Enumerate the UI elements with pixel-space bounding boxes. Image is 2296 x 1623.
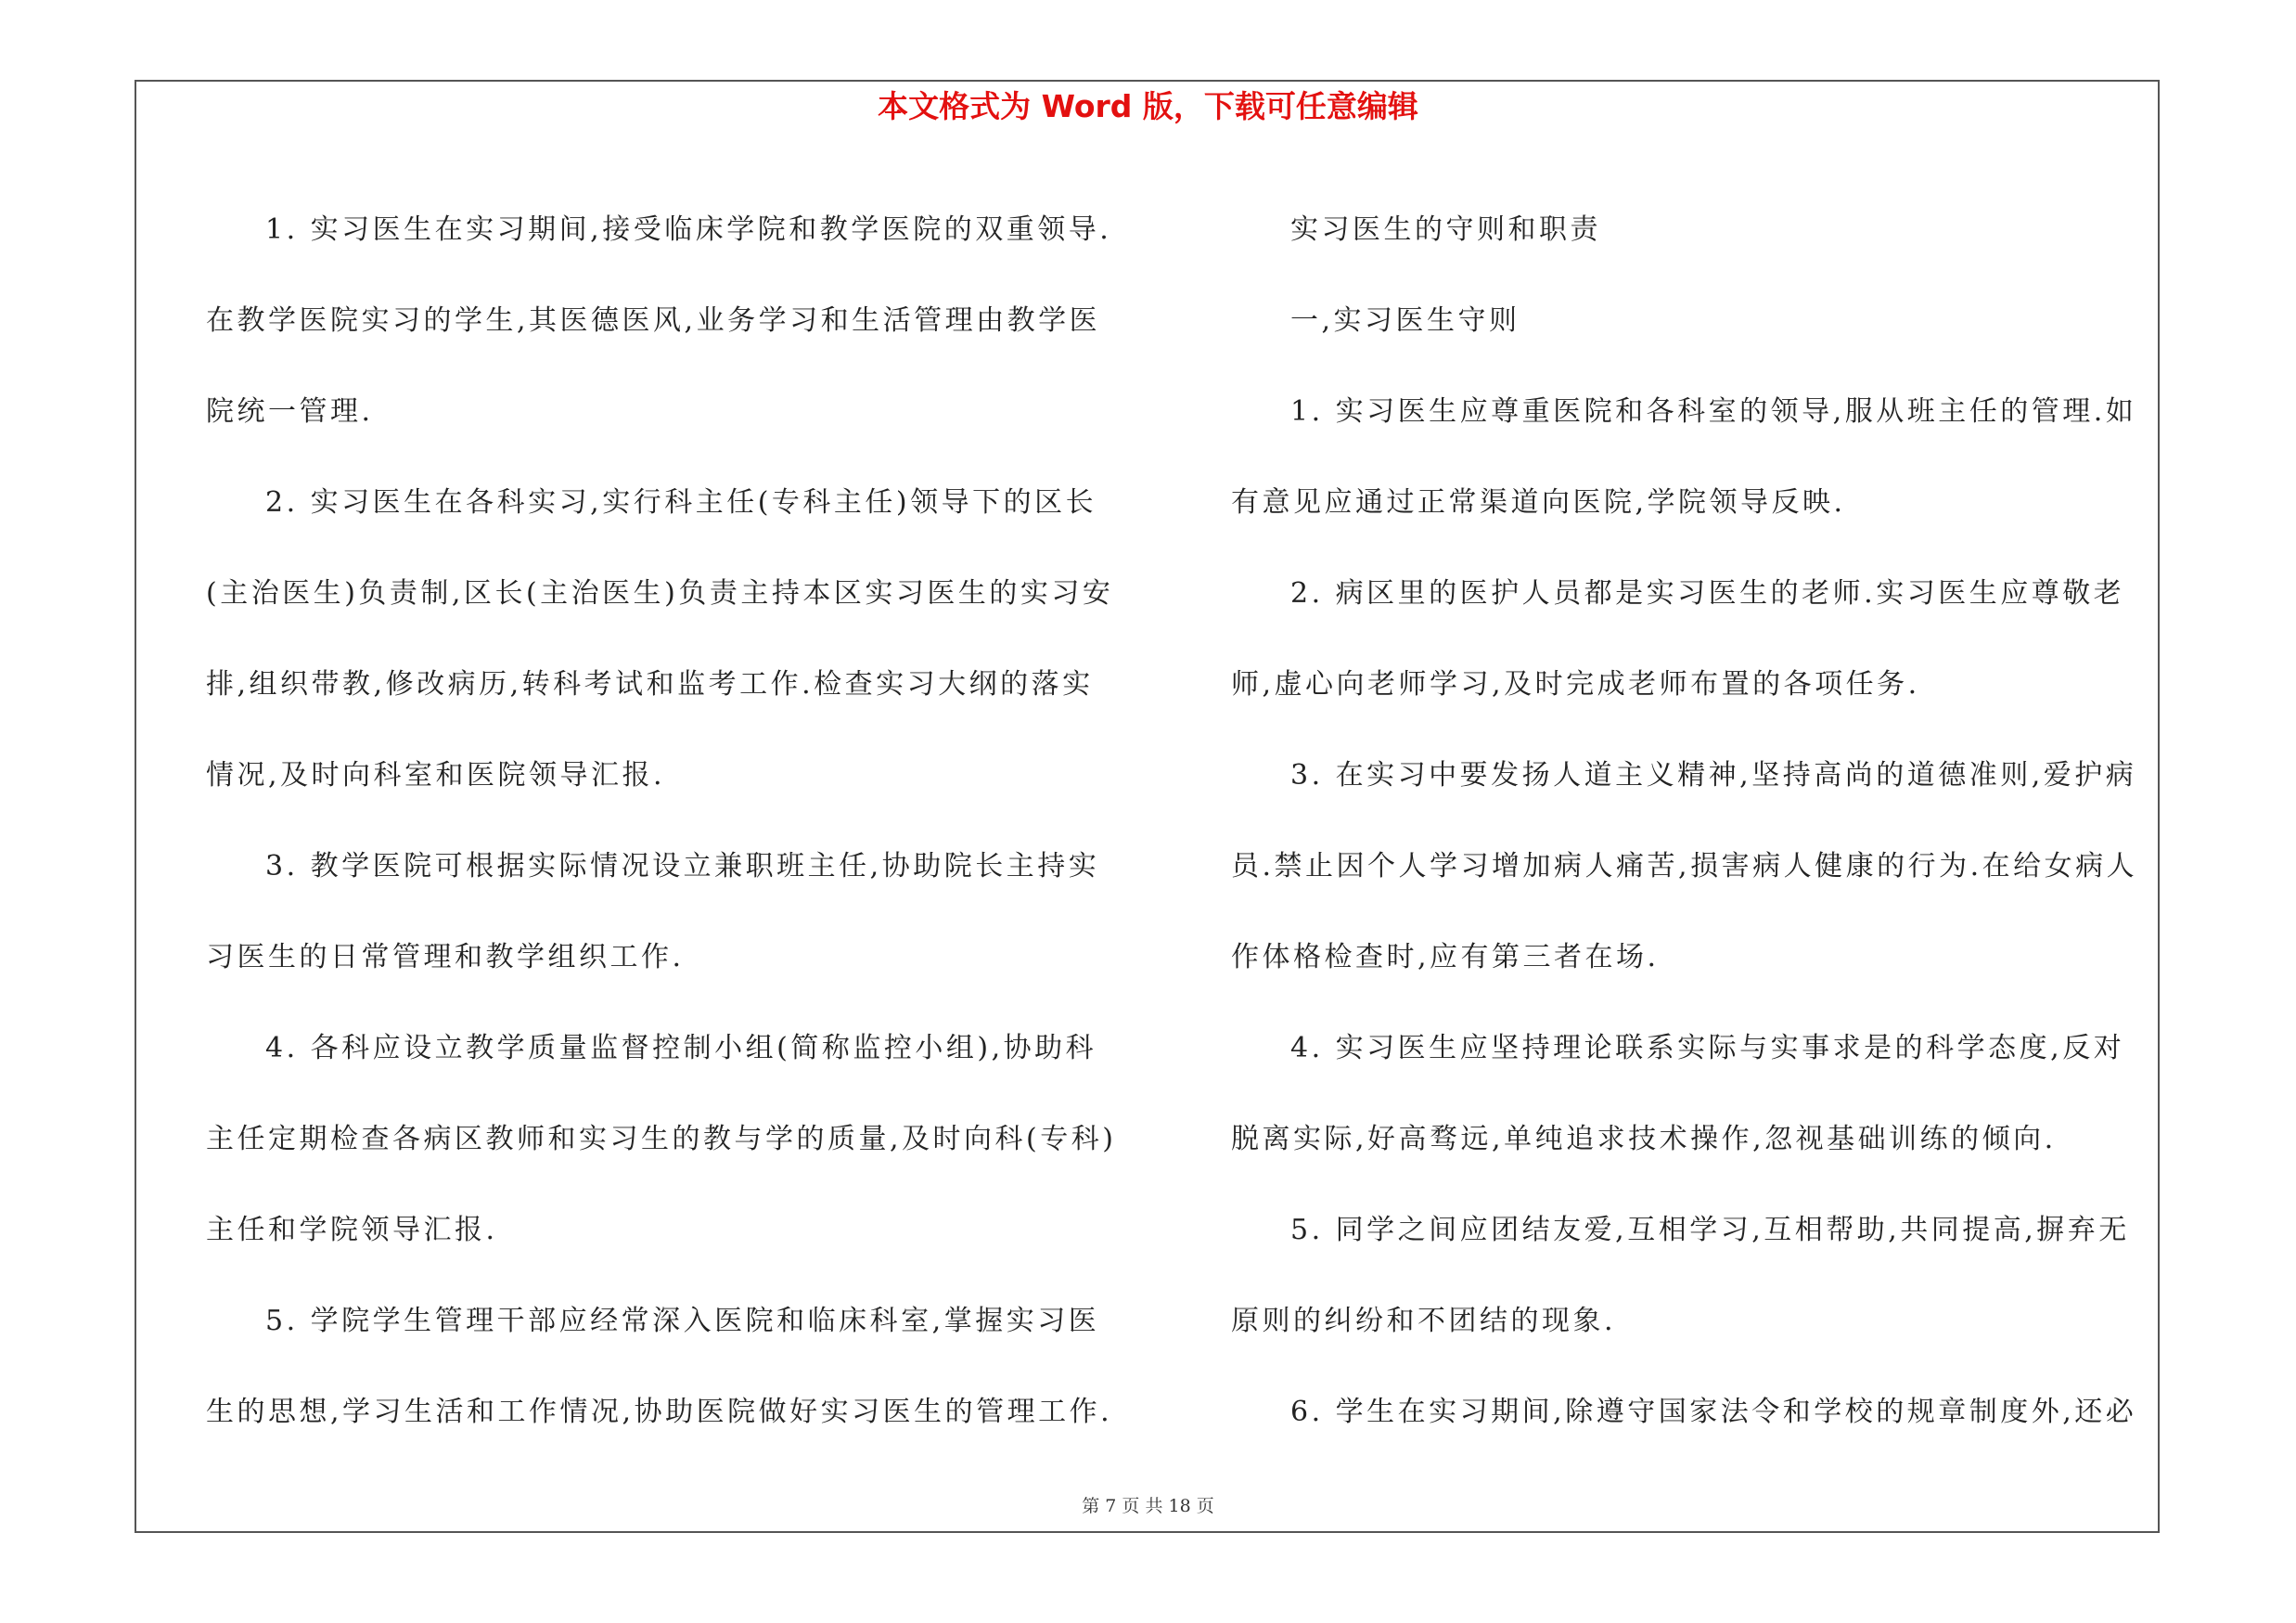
text-line: 排,组织带教,修改病历,转科考试和监考工作.检查实习大纲的落实	[206, 668, 1094, 701]
format-banner: 本文格式为 Word 版，下载可任意编辑	[878, 88, 1418, 124]
text-line: 1. 实习医生应尊重医院和各科室的领导,服从班主任的管理.如	[1290, 395, 2137, 428]
text-line: 3. 在实习中要发扬人道主义精神,坚持高尚的道德准则,爱护病	[1290, 759, 2137, 792]
page-footer: 第 7 页 共 18 页	[1082, 1496, 1214, 1516]
text-line: 主任和学院领导汇报.	[206, 1214, 498, 1246]
text-line: 1. 实习医生在实习期间,接受临床学院和教学医院的双重领导.	[265, 213, 1112, 246]
right-column	[1231, 185, 2145, 1458]
text-line: 在教学医院实习的学生,其医德医风,业务学习和生活管理由教学医	[206, 304, 1101, 337]
text-line: 6. 学生在实习期间,除遵守国家法令和学校的规章制度外,还必	[1290, 1396, 2137, 1428]
text-line: 4. 实习医生应坚持理论联系实际与实事求是的科学态度,反对	[1290, 1032, 2125, 1064]
text-line: (主治医生)负责制,区长(主治医生)负责主持本区实习医生的实习安	[206, 577, 1114, 610]
text-line: 2. 病区里的医护人员都是实习医生的老师.实习医生应尊敬老	[1290, 577, 2125, 610]
text-line: 脱离实际,好高骛远,单纯追求技术操作,忽视基础训练的倾向.	[1231, 1123, 2057, 1155]
text-line: 3. 教学医院可根据实际情况设立兼职班主任,协助院长主持实	[265, 850, 1100, 882]
text-line: 主任定期检查各病区教师和实习生的教与学的质量,及时向科(专科)	[206, 1123, 1117, 1155]
text-line: 5. 同学之间应团结友爱,互相学习,互相帮助,共同提高,摒弃无	[1290, 1214, 2130, 1246]
text-line: 实习医生的守则和职责	[1290, 213, 1601, 246]
text-line: 师,虚心向老师学习,及时完成老师布置的各项任务.	[1231, 668, 1920, 701]
text-line: 生的思想,学习生活和工作情况,协助医院做好实习医生的管理工作.	[206, 1396, 1113, 1428]
left-column	[206, 185, 1124, 1458]
text-line: 5. 学院学生管理干部应经常深入医院和临床科室,掌握实习医	[265, 1305, 1100, 1337]
text-line: 有意见应通过正常渠道向医院,学院领导反映.	[1231, 486, 1846, 519]
text-line: 院统一管理.	[206, 395, 374, 428]
text-line: 一,实习医生守则	[1290, 304, 1520, 337]
text-line: 情况,及时向科室和医院领导汇报.	[206, 759, 666, 792]
text-line: 原则的纠纷和不团结的现象.	[1231, 1305, 1617, 1337]
text-line: 4. 各科应设立教学质量监督控制小组(简称监控小组),协助科	[265, 1032, 1097, 1064]
text-line: 员.禁止因个人学习增加病人痛苦,损害病人健康的行为.在给女病人	[1231, 850, 2138, 882]
text-line: 作体格检查时,应有第三者在场.	[1231, 941, 1660, 973]
text-line: 习医生的日常管理和教学组织工作.	[206, 941, 685, 973]
text-line: 2. 实习医生在各科实习,实行科主任(专科主任)领导下的区长	[265, 486, 1097, 519]
